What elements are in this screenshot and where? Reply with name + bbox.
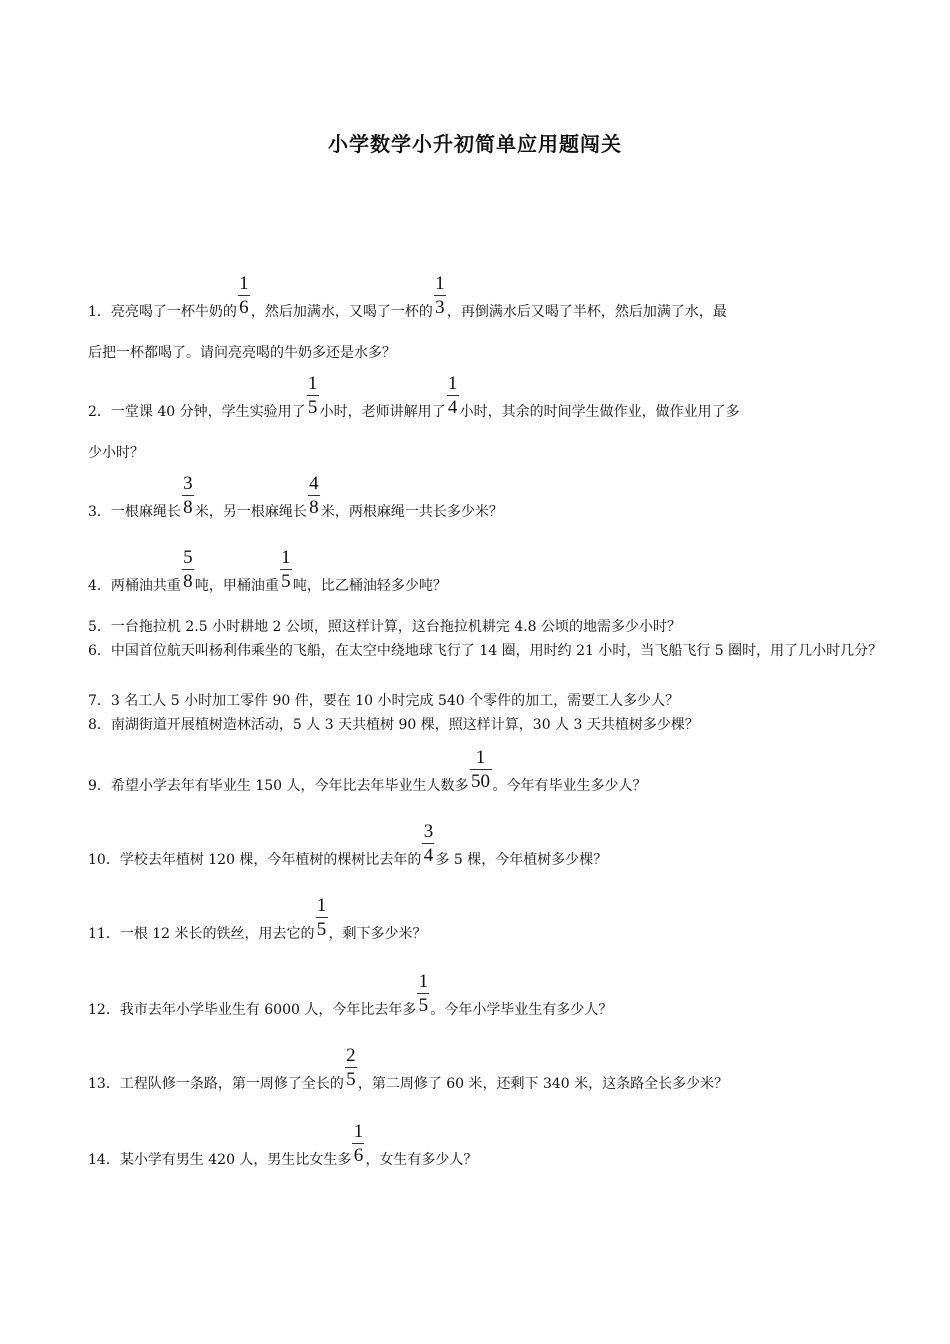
q9-f1-numerator: 1 [475, 747, 486, 768]
q10-text-a: 10．学校去年植树 120 棵，今年植树的棵树比去年的 [88, 852, 422, 868]
q9-fraction-1 [469, 747, 493, 792]
question-1-line-2: 后把一杯都喝了。请问亮亮喝的牛奶多还是水多？ [88, 345, 396, 361]
q10-fraction-1 [421, 821, 435, 866]
page-title: 小学数学小升初简单应用题闯关 [328, 132, 622, 156]
q1-f2-numerator: 1 [435, 273, 445, 294]
question-6: 6．中国首位航天叫杨利伟乘坐的飞船，在太空中绕地球飞行了 14 圈，用时约 21 小时，当飞船飞行 5 圈时，用了几小时几分？ [88, 643, 883, 659]
q3-f2-denominator: 8 [309, 497, 319, 518]
question-10 [88, 821, 888, 869]
q10-f1-denominator: 4 [423, 845, 434, 866]
question-1-line-1 [88, 273, 888, 321]
q12-fraction-1 [416, 971, 430, 1016]
q3-fraction-2 [307, 473, 321, 518]
question-12 [88, 971, 888, 1019]
question-2-line-2: 少小时？ [88, 445, 144, 461]
q11-f1-denominator: 5 [316, 919, 327, 940]
q3-text-b: 米，另一根麻绳长 [194, 504, 307, 520]
q2-text-b: 小时，老师讲解用了 [319, 404, 446, 420]
q2-text-a: 2．一堂课 40 分钟，学生实验用了 [88, 404, 306, 420]
question-9 [88, 747, 888, 795]
q3-text-c: 米，两根麻绳一共长多少米？ [320, 504, 503, 520]
question-7: 7．3 名工人 5 小时加工零件 90 件，要在 10 小时完成 540 个零件的加工，需要工人多少人？ [88, 693, 680, 709]
q12-f1-numerator: 1 [418, 971, 429, 992]
q3-f1-numerator: 3 [183, 473, 193, 494]
q4-fraction-1 [181, 547, 195, 592]
q11-f1-numerator: 1 [316, 895, 327, 916]
q10-f1-numerator: 3 [423, 821, 434, 842]
q14-text-b: ，女生有多少人？ [365, 1152, 478, 1168]
q14-f1-denominator: 6 [353, 1145, 364, 1166]
q13-text-b: ，第二周修了 60 米，还剩下 340 米，这条路全长多少米？ [357, 1076, 729, 1092]
q1-f1-denominator: 6 [239, 297, 249, 318]
q1-text-c: ，再倒满水后又喝了半杯，然后加满了水，最 [446, 304, 727, 320]
q4-f2-denominator: 5 [281, 571, 291, 592]
question-13 [88, 1045, 888, 1093]
question-3 [88, 473, 888, 521]
q4-f1-numerator: 5 [183, 547, 193, 568]
q1-fraction-2 [433, 273, 447, 318]
q4-text-c: 吨，比乙桶油轻多少吨？ [292, 578, 447, 594]
q1-fraction-1 [237, 273, 251, 318]
q1-text-b: ，然后加满水，又喝了一杯的 [250, 304, 433, 320]
question-4 [88, 547, 888, 595]
q11-text-a: 11．一根 12 米长的铁丝，用去它的 [88, 926, 315, 942]
q9-f1-denominator: 50 [471, 771, 491, 792]
q9-text-b: 。今年有毕业生多少人？ [492, 778, 647, 794]
question-5: 5．一台拖拉机 2.5 小时耕地 2 公顷，照这样计算，这台拖拉机耕完 4.8 公顷的地需多少小时？ [88, 619, 682, 635]
q3-f2-numerator: 4 [309, 473, 319, 494]
q1-f2-denominator: 3 [435, 297, 445, 318]
q1-text-a: 1．亮亮喝了一杯牛奶的 [88, 304, 237, 320]
q4-f2-numerator: 1 [281, 547, 291, 568]
q13-fraction-1 [344, 1045, 358, 1090]
q14-f1-numerator: 1 [353, 1121, 364, 1142]
q2-f2-numerator: 1 [447, 373, 458, 394]
q2-f1-denominator: 5 [307, 397, 318, 418]
q4-fraction-2 [279, 547, 293, 592]
q11-fraction-1 [315, 895, 329, 940]
q10-text-b: 多 5 棵，今年植树多少棵？ [435, 852, 608, 868]
q13-f1-numerator: 2 [346, 1045, 356, 1066]
q13-f1-denominator: 5 [346, 1069, 356, 1090]
question-14 [88, 1121, 888, 1169]
question-2-line-1 [88, 373, 888, 421]
q3-fraction-1 [181, 473, 195, 518]
q2-text-c: 小时，其余的时间学生做作业，做作业用了多 [459, 404, 740, 420]
q12-text-a: 12．我市去年小学毕业生有 6000 人，今年比去年多 [88, 1002, 417, 1018]
q14-fraction-1 [351, 1121, 365, 1166]
q3-f1-denominator: 8 [183, 497, 193, 518]
q9-text-a: 9．希望小学去年有毕业生 150 人，今年比去年毕业生人数多 [88, 778, 469, 794]
q2-f2-denominator: 4 [447, 397, 458, 418]
question-8: 8．南湖街道开展植树造林活动，5 人 3 天共植树 90 棵，照这样计算，30 人 3 天共植树多少棵？ [88, 717, 699, 733]
q1-f1-numerator: 1 [239, 273, 249, 294]
question-11 [88, 895, 888, 943]
q11-text-b: ，剩下多少米？ [328, 926, 427, 942]
q2-fraction-2 [446, 373, 460, 418]
q4-text-b: 吨，甲桶油重 [194, 578, 279, 594]
q13-text-a: 13．工程队修一条路，第一周修了全长的 [88, 1076, 344, 1092]
q14-text-a: 14．某小学有男生 420 人，男生比女生多 [88, 1152, 352, 1168]
q4-f1-denominator: 8 [183, 571, 193, 592]
q2-fraction-1 [306, 373, 320, 418]
q2-f1-numerator: 1 [307, 373, 318, 394]
q12-text-b: 。今年小学毕业生有多少人？ [430, 1002, 613, 1018]
q3-text-a: 3．一根麻绳长 [88, 504, 181, 520]
q12-f1-denominator: 5 [418, 995, 429, 1016]
q4-text-a: 4．两桶油共重 [88, 578, 181, 594]
